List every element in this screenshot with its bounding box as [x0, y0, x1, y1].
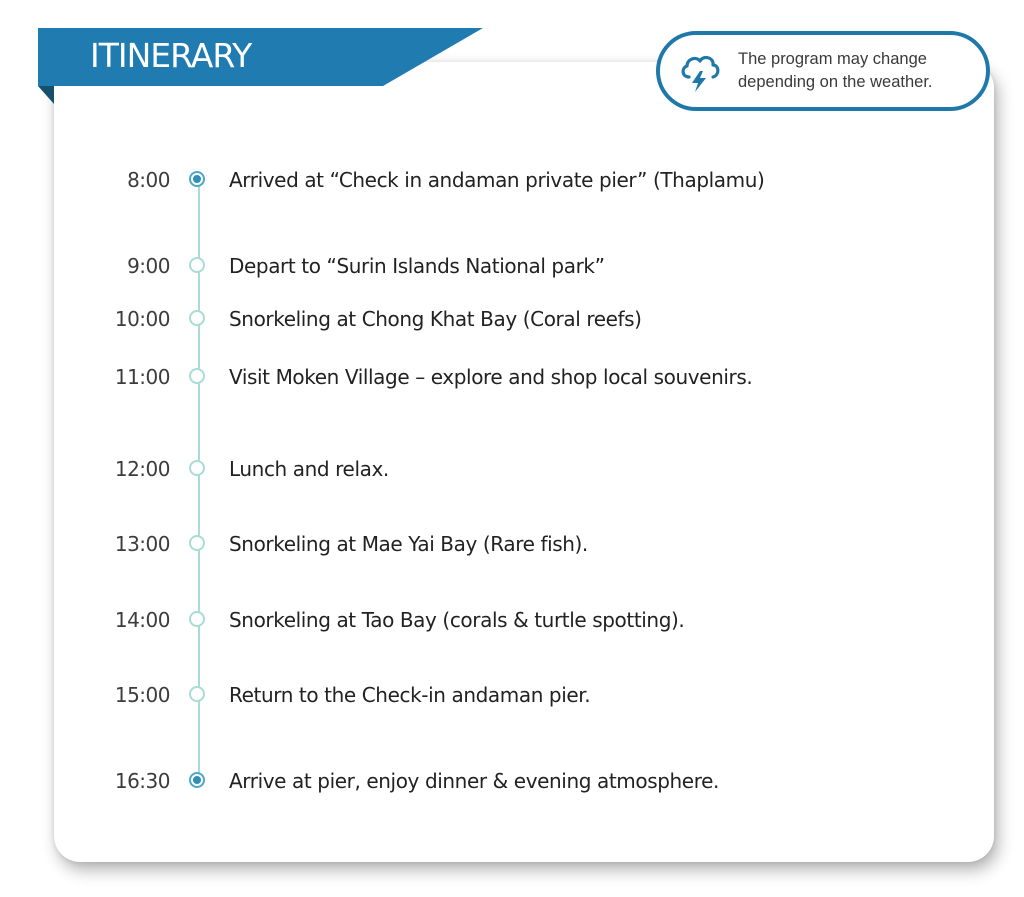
item-description: Return to the Check-in andaman pier. [229, 683, 591, 707]
timeline-marker [189, 310, 205, 326]
timeline-marker [189, 535, 205, 551]
storm-cloud-icon [678, 50, 722, 94]
weather-notice-text: The program may change depending on the weather. [738, 50, 933, 91]
item-description: Arrived at “Check in andaman private pier” (Thaplamu) [229, 168, 765, 192]
item-description: Snorkeling at Mae Yai Bay (Rare fish). [229, 532, 588, 556]
timeline-marker [189, 460, 205, 476]
item-description: Visit Moken Village – explore and shop local souvenirs. [229, 365, 753, 389]
item-description: Snorkeling at Chong Khat Bay (Coral reefs) [229, 307, 642, 331]
item-time: 10:00 [114, 307, 170, 331]
timeline-marker [189, 686, 205, 702]
item-description: Snorkeling at Tao Bay (corals & turtle spotting). [229, 608, 685, 632]
timeline-item [0, 454, 1024, 484]
timeline-item [0, 304, 1024, 334]
item-time: 13:00 [114, 532, 170, 556]
page-title: ITINERARY [90, 36, 252, 75]
timeline-marker [189, 368, 205, 384]
item-time: 16:30 [114, 769, 170, 793]
item-description: Arrive at pier, enjoy dinner & evening atmosphere. [229, 769, 719, 793]
timeline-item [0, 165, 1024, 195]
item-time: 9:00 [127, 254, 170, 278]
item-time: 8:00 [127, 168, 170, 192]
timeline-item [0, 251, 1024, 281]
timeline-item [0, 605, 1024, 635]
item-time: 12:00 [114, 457, 170, 481]
item-time: 11:00 [114, 365, 170, 389]
timeline-marker-filled [189, 772, 205, 788]
timeline-marker-filled [189, 171, 205, 187]
item-time: 15:00 [114, 683, 170, 707]
timeline-item [0, 680, 1024, 710]
timeline-item [0, 766, 1024, 796]
timeline-marker [189, 611, 205, 627]
weather-notice [656, 31, 990, 111]
item-description: Depart to “Surin Islands National park” [229, 254, 605, 278]
timeline-item [0, 362, 1024, 392]
timeline-marker [189, 257, 205, 273]
banner-fold [38, 86, 54, 104]
title-banner [38, 28, 483, 86]
item-description: Lunch and relax. [229, 457, 389, 481]
timeline-item [0, 529, 1024, 559]
item-time: 14:00 [114, 608, 170, 632]
